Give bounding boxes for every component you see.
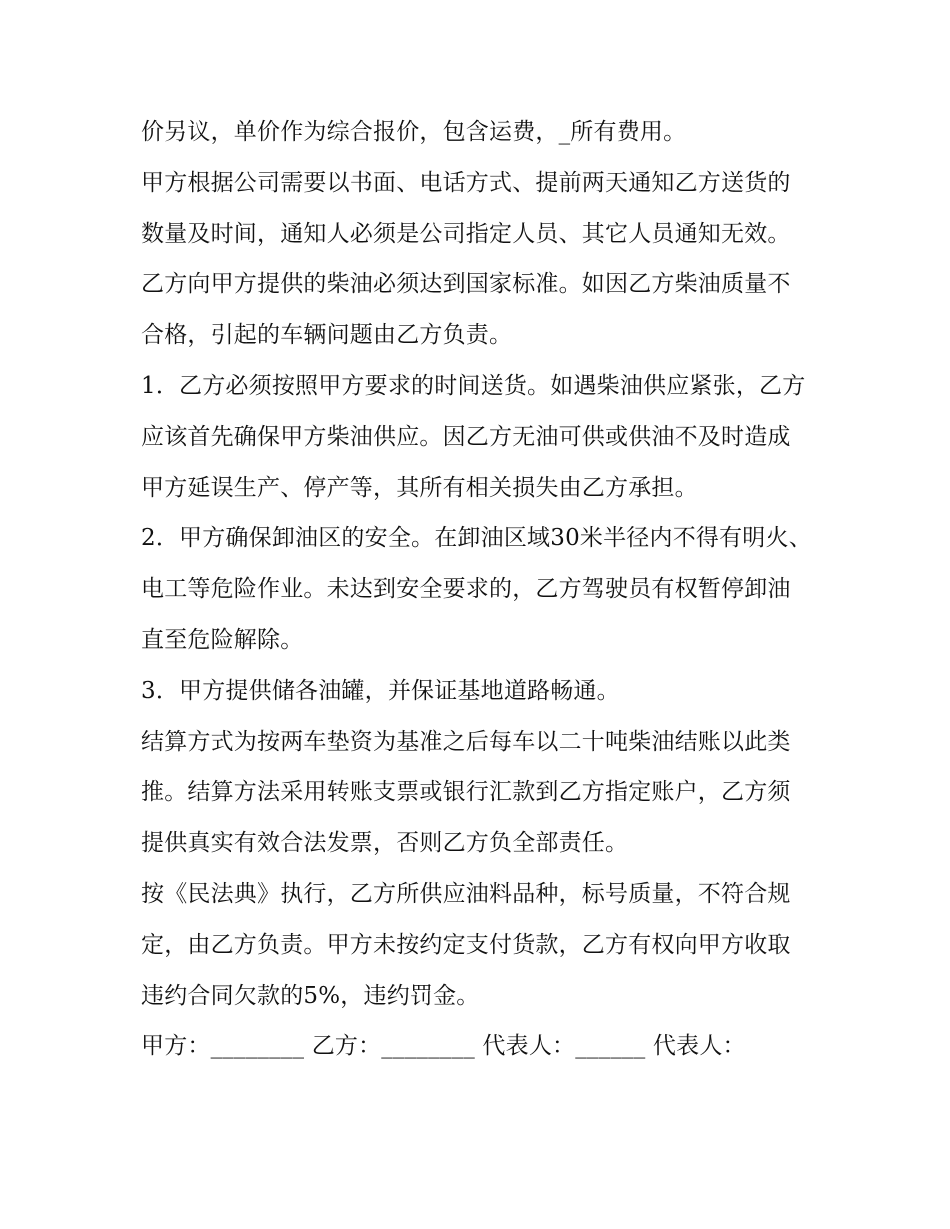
paragraph-liability: 按《民法典》执行，乙方所供应油料品种，标号质量，不符合规定，由乙方负责。甲方未按约定支付货款，乙方有权向甲方收取违约合同欠款的5%，违约罚金。 <box>141 880 791 1009</box>
signature-line: 甲方：________ 乙方：________ 代表人：______ 代表人： <box>141 1033 746 1060</box>
paragraph-price-terms: 价另议，单价作为综合报价，包含运费，_所有费用。 <box>141 119 687 145</box>
paragraph-clause-3: 3．甲方提供储各油罐，并保证基地道路畅通。 <box>141 677 620 704</box>
paragraph-delivery-notice: 甲方根据公司需要以书面、电话方式、提前两天通知乙方送货的数量及时间，通知人必须是公司指定人员、其它人员通知无效。 <box>141 169 791 247</box>
paragraph-quality-standard: 乙方向甲方提供的柴油必须达到国家标准。如因乙方柴油质量不合格，引起的车辆问题由乙方负责。 <box>141 271 791 349</box>
document-body <box>141 107 813 1072</box>
paragraph-settlement: 结算方式为按两车垫资为基准之后每车以二十吨柴油结账以此类推。结算方法采用转账支票或银行汇款到乙方指定账户，乙方须提供真实有效合法发票，否则乙方负全部责任。 <box>141 728 791 857</box>
paragraph-clause-2: 2．甲方确保卸油区的安全。在卸油区域30米半径内不得有明火、电工等危险作业。未达到安全要求的，乙方驾驶员有权暂停卸油直至危险解除。 <box>141 525 812 653</box>
paragraph-clause-1: 1．乙方必须按照甲方要求的时间送货。如遇柴油供应紧张，乙方应该首先确保甲方柴油供应。因乙方无油可供或供油不及时造成甲方延误生产、停产等，其所有相关损失由乙方承担。 <box>141 372 806 501</box>
